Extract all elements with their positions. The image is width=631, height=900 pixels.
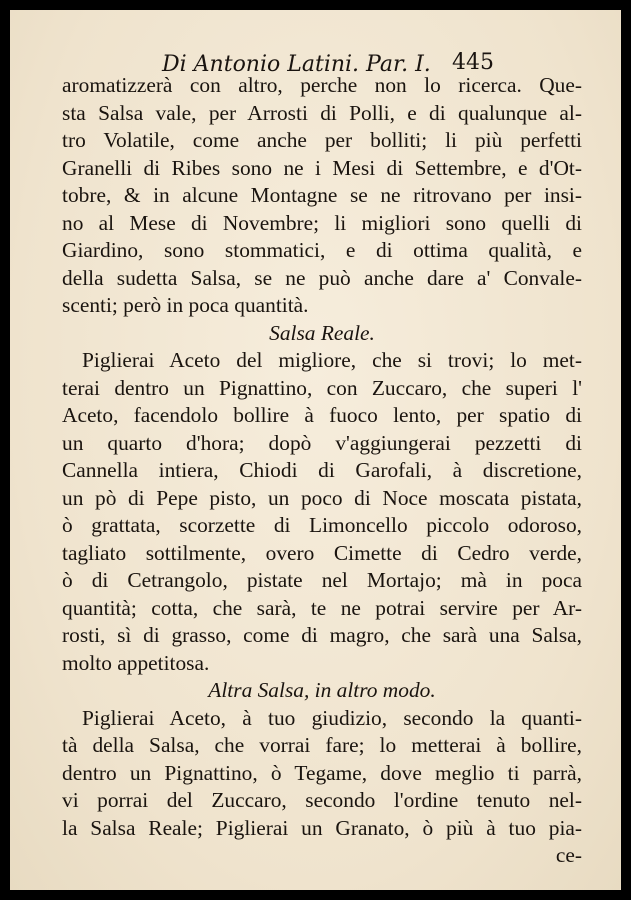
text-line: molto appetitosa. <box>62 650 210 675</box>
book-page <box>10 10 621 890</box>
text-line: un quarto d'hora; dopò v'aggiungerai pezzetti di <box>62 430 582 455</box>
text-line: quantità; cotta, che sarà, te ne potrai servire per Ar- <box>62 595 582 620</box>
text-line: tà della Salsa, che vorrai fare; lo metterai à bollire, <box>62 733 582 757</box>
page-number: 445 <box>452 50 494 75</box>
running-title: Di Antonio Latini. Par. I. <box>162 52 431 77</box>
text-line: tagliato sottilmente, overo Cimette di Cedro verde, <box>62 540 582 565</box>
text-line: tro Volatile, come anche per bolliti; li più perfetti <box>62 128 582 152</box>
catchword: ce- <box>555 843 582 867</box>
text-line: vi porrai del Zuccaro, secondo l'ordine tenuto nel- <box>62 788 582 812</box>
text-line: Piglierai Aceto del migliore, che si trovi; lo met- <box>82 348 582 372</box>
text-line: scenti; però in poca quantità. <box>62 293 309 317</box>
section-heading-salsa-reale: Salsa Reale. <box>269 320 375 345</box>
text-line: dentro un Pignattino, ò Tegame, dove meglio ti parrà, <box>62 760 582 785</box>
text-line: un pò di Pepe pisto, un poco di Noce moscata pistata, <box>62 485 582 510</box>
text-line: sta Salsa vale, per Arrosti di Polli, e di qualunque al- <box>62 100 582 125</box>
section-heading-altra-salsa: Altra Salsa, in altro modo. <box>208 678 436 702</box>
text-line: della sudetta Salsa, se ne può anche dare a' Convale- <box>62 265 582 290</box>
text-line: Granelli di Ribes sono ne i Mesi di Settembre, e d'Ot- <box>62 155 582 180</box>
text-line: la Salsa Reale; Piglierai un Granato, ò più à tuo pia- <box>62 815 582 840</box>
body-text <box>62 72 582 870</box>
text-line: ò grattata, scorzette di Limoncello piccolo odoroso, <box>62 513 582 537</box>
text-line: tobre, & in alcune Montagne se ne ritrovano per insi- <box>62 183 582 207</box>
text-line: Cannella intiera, Chiodi di Garofali, à discretione, <box>62 458 582 482</box>
text-line: terai dentro un Pignattino, con Zuccaro, che superi l' <box>62 375 582 400</box>
text-line: Piglierai Aceto, à tuo giudizio, secondo la quanti- <box>82 705 582 730</box>
text-line: ò di Cetrangolo, pistate nel Mortajo; mà in poca <box>62 568 582 592</box>
text-line: Giardino, sono stommatici, e di ottima qualità, e <box>62 238 582 262</box>
text-line: no al Mese di Novembre; li migliori sono quelli di <box>62 210 582 235</box>
text-line: Aceto, facendolo bollire à fuoco lento, per spatio di <box>62 403 582 427</box>
text-line: aromatizzerà con altro, perche non lo ricerca. Que- <box>62 73 582 97</box>
text-line: rosti, sì di grasso, come di magro, che sarà una Salsa, <box>62 623 582 647</box>
